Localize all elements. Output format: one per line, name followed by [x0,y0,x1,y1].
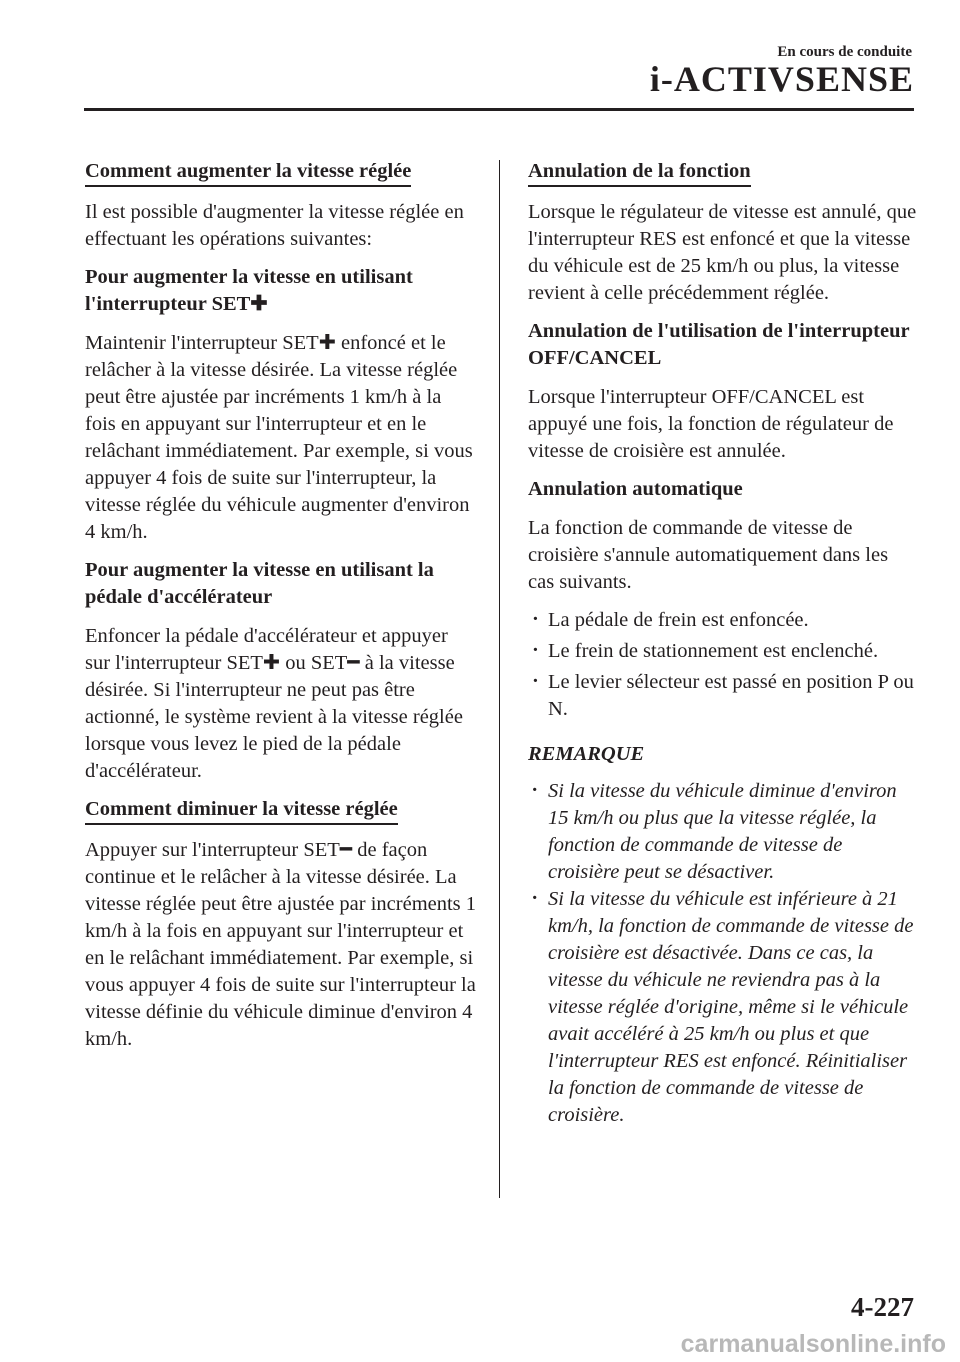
section-label: En cours de conduite [777,44,912,60]
paragraph-set-plus: Maintenir l'interrupteur SET✚ enfoncé et le relâcher à la vitesse désirée. La vitesse réglée peut être ajustée par incréments 1 km/h à la fois en appuyant sur l'interrupteur et en le relâchant immédiatement. Par exemple, si vous appuyer 4 fois de suite sur l'interrupteur, la vitesse réglée du véhicule augmenter d'environ 4 km/h. [85,332,473,543]
heading-decrease-speed: Comment diminuer la vitesse réglée [85,796,398,825]
subheading-auto-cancel: Annulation automatique [528,478,743,500]
heading-increase-speed: Comment augmenter la vitesse réglée [85,158,411,187]
chapter-title: i-ACTIVSENSE [649,59,914,99]
subheading-off-cancel: Annulation de l'utilisation de l'interrupteur OFF/CANCEL [528,320,910,369]
right-column [528,158,918,1141]
note-item: · Si la vitesse du véhicule est inférieure à 21 km/h, la fonction de commande de vitesse de croisière est désactivée. Dans ce cas, la vitesse du véhicule ne reviendra pas à la vitesse réglée d'origine, même si le véhicule avait accéléré à 25 km/h ou plus et que l'interrupteur RES est enfoncé. Réinitialiser la fonction de commande de vitesse de croisière. [528,886,918,1129]
watermark: carmanualsonline.info [680,1330,946,1358]
column-divider [499,160,500,1198]
note-item: · Si la vitesse du véhicule diminue d'environ 15 km/h ou plus que la vitesse réglée, la fonction de commande de vitesse de croisière peut se désactiver. [528,778,918,886]
paragraph-intro: Il est possible d'augmenter la vitesse réglée en effectuant les opérations suivantes: [85,201,464,250]
left-column [85,158,477,1064]
note-list [528,778,918,1129]
paragraph-cancel: Lorsque le régulateur de vitesse est annulé, que l'interrupteur RES est enfoncé et que la vitesse du véhicule est de 25 km/h ou plus, la vitesse revient à celle précédemment réglée. [528,201,917,304]
paragraph-off-cancel: Lorsque l'interrupteur OFF/CANCEL est appuyé une fois, la fonction de régulateur de vitesse de croisière est annulée. [528,386,894,462]
page-number: 4-227 [851,1292,914,1322]
list-item: · Le levier sélecteur est passé en position P ou N. [528,669,918,723]
list-item: · La pédale de frein est enfoncée. [528,607,918,634]
paragraph-decrease: Appuyer sur l'interrupteur SET━ de façon continue et le relâcher à la vitesse désirée. La vitesse réglée peut être ajustée par incréments 1 km/h à la fois en appuyant sur l'interrupteur et en le relâchant immédiatement. Par exemple, si vous appuyer 4 fois de suite sur l'interrupteur la vitesse définie du véhicule diminue d'environ 4 km/h. [85,839,477,1050]
subheading-accelerator: Pour augmenter la vitesse en utilisant la pédale d'accélérateur [85,559,434,608]
auto-cancel-list [528,607,918,723]
paragraph-accelerator: Enfoncer la pédale d'accélérateur et appuyer sur l'interrupteur SET✚ ou SET━ à la vitesse désirée. Si l'interrupteur ne peut pas être actionné, le système revient à la vitesse réglée lorsque vous levez le pied de la pédale d'accélérateur. [85,625,463,782]
subheading-set-plus: Pour augmenter la vitesse en utilisant l'interrupteur SET✚ [85,266,413,315]
paragraph-auto-cancel: La fonction de commande de vitesse de croisière s'annule automatiquement dans les cas suivants. [528,517,889,593]
header-rule [84,108,914,111]
note-title: REMARQUE [528,743,645,765]
heading-cancel-function: Annulation de la fonction [528,158,751,187]
list-item: · Le frein de stationnement est enclenché. [528,638,918,665]
